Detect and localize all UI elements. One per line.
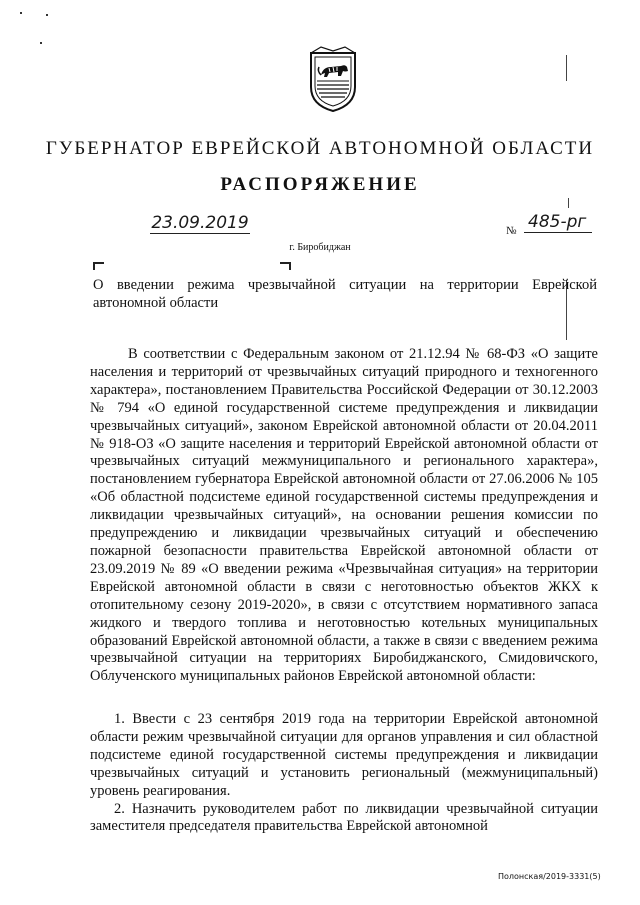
subject-corner-right — [280, 262, 291, 270]
scan-mark — [566, 55, 567, 81]
organization-title: ГУБЕРНАТОР ЕВРЕЙСКОЙ АВТОНОМНОЙ ОБЛАСТИ — [45, 138, 595, 159]
coat-of-arms-icon — [305, 45, 361, 113]
order-items — [90, 711, 598, 836]
footer-reference: Полонская/2019-3331(5) — [498, 872, 601, 881]
order-item: 2. Назначить руководителем работ по ликвидации чрезвычайной ситуации заместителя председателя правительства Еврейской автономной — [90, 800, 598, 835]
city-name: г. Биробиджан — [289, 242, 351, 253]
scan-mark — [568, 198, 569, 208]
number-label: № — [506, 225, 517, 237]
scan-speck — [20, 12, 22, 14]
scan-speck — [40, 42, 42, 44]
document-subject: О введении режима чрезвычайной ситуации на территории Еврейской автономной области — [93, 277, 597, 311]
subject-corner-left — [93, 262, 104, 270]
order-item: 1. Ввести с 23 сентября 2019 года на территории Еврейской автономной области режим чрезвычайной ситуации для органов управления и сил областной подсистеме единой государственной системы предупреждения и ликвидации чрезвычайных ситуаций и установить региональный (межмуниципальный) уровень реагирования. — [90, 711, 598, 799]
document-date: 23.09.2019 — [151, 213, 249, 233]
preamble-paragraph: В соответствии с Федеральным законом от 21.12.94 № 68-ФЗ «О защите населения и территорий от чрезвычайных ситуаций природного и техногенного характера», постановлением Правительства Российской Федерации от 30.12.2003 № 794 «О единой государственной системе предупреждения и ликвидации чрезвычайных ситуаций», законом Еврейской автономной области от 20.04.2011 № 918-ОЗ «О защите населения и территорий Еврейской автономной области от чрезвычайных ситуаций межмуниципального и регионального характера», постановлением губернатора Еврейской автономной области от 27.06.2006 № 105 «Об областной подсистеме единой государственной системы предупреждения и ликвидации чрезвычайных ситуаций», на основании решения комиссии по предупреждению и ликвидации чрезвычайных ситуаций и обеспечению пожарной безопасности правительства Еврейской автономной области от 23.09.2019 № 89 «О введении режима «Чрезвычайная ситуация» на территории Еврейской автономной области в связи с неготовностью объектов ЖКХ к отопительному сезону 2019-2020», в связи с отсутствием нормативного запаса жидкого и твердого топлива и неготовностью котельных муниципальных образований Еврейской автономной области, а также в связи с введением режима чрезвычайной ситуации на территориях Биробиджанского, Смидовичского, Облученского муниципальных районов Еврейской автономной области: — [90, 346, 598, 685]
document-type-title: РАСПОРЯЖЕНИЕ — [220, 174, 420, 195]
document-number: 485-рг — [524, 212, 592, 233]
scan-speck — [46, 14, 48, 16]
